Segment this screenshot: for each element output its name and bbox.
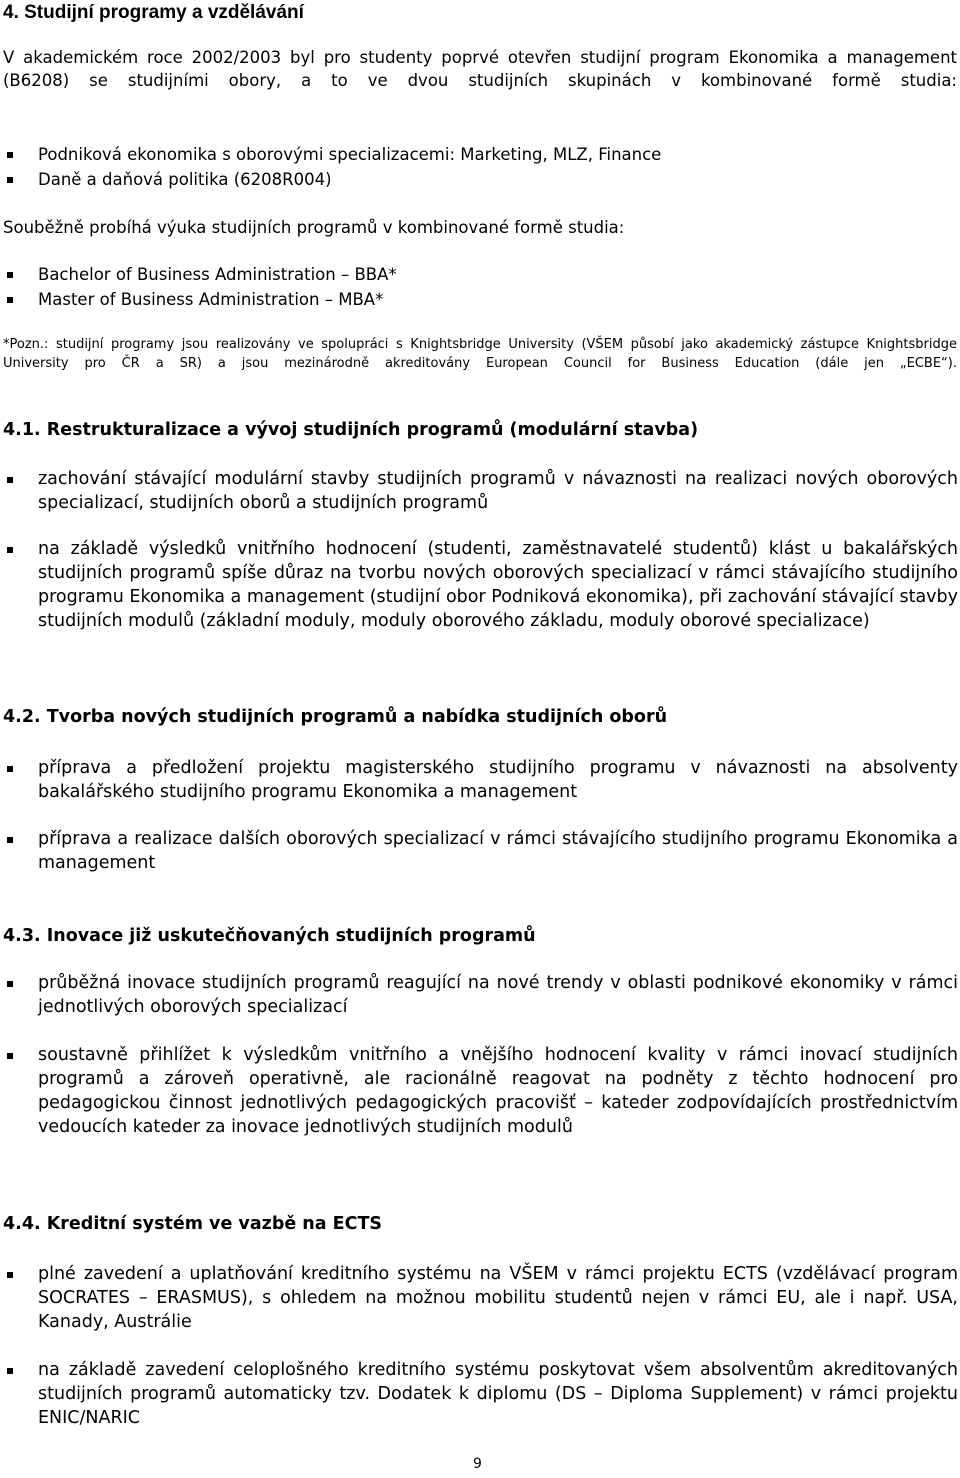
program-item: Podniková ekonomika s oborovými specializacemi: Marketing, MLZ, Finance xyxy=(38,145,662,164)
bullet-icon xyxy=(7,1272,13,1278)
bullet-icon xyxy=(7,766,13,772)
list-item: zachování stávající modulární stavby studijních programů v návaznosti na realizaci nových oborových specializací, studijních oborů a studijních programů xyxy=(38,469,958,513)
parallel-paragraph: Souběžně probíhá výuka studijních programů v kombinované formě studia: xyxy=(3,218,625,237)
bullet-icon xyxy=(7,1368,13,1374)
bullet-icon xyxy=(7,1053,13,1059)
section-heading: 4.2. Tvorba nových studijních programů a nabídka studijních oborů xyxy=(3,707,668,727)
list-item: příprava a realizace dalších oborových specializací v rámci stávajícího studijního programu Ekonomika a management xyxy=(38,829,958,873)
list-item: průběžná inovace studijních programů reagující na nové trendy v oblasti podnikové ekonomiky v rámci jednotlivých oborových specializací xyxy=(38,973,958,1017)
bullet-icon xyxy=(7,297,13,303)
bullet-icon xyxy=(7,477,13,483)
bullet-icon xyxy=(7,177,13,183)
footnote: *Pozn.: studijní programy jsou realizovány ve spolupráci s Knightsbridge University (VŠEM působí jako akademický zástupce Knightsbridge University pro ČR a SR) a jsou mezinárodně akreditovány European Council for Business Education (dále jen „ECBE“). xyxy=(3,337,957,371)
chapter-heading: 4. Studijní programy a vzdělávání xyxy=(3,2,304,23)
section-heading: 4.4. Kreditní systém ve vazbě na ECTS xyxy=(3,1214,383,1234)
program-item: Bachelor of Business Administration – BBA* xyxy=(38,265,397,284)
bullet-icon xyxy=(7,152,13,158)
bullet-icon xyxy=(7,981,13,987)
list-item: na základě výsledků vnitřního hodnocení (studenti, zaměstnavatelé studentů) klást u bakalářských studijních programů spíše důraz na tvorbu nových oborových specializací v rámci stávajícího studijního programu Ekonomika a management (studijní obor Podniková ekonomika), při zachování stávající stavby studijních modulů (základní moduly, moduly oborového základu, moduly oborové specializace) xyxy=(38,539,958,631)
section-heading: 4.1. Restrukturalizace a vývoj studijních programů (modulární stavba) xyxy=(3,420,699,440)
bullet-icon xyxy=(7,837,13,843)
list-item: na základě zavedení celoplošného kreditního systému poskytovat všem absolventům akreditovaných studijních programů automaticky tzv. Dodatek k diplomu (DS – Diploma Supplement) v rámci projektu ENIC/NARIC xyxy=(38,1360,958,1428)
list-item: soustavně přihlížet k výsledkům vnitřního a vnějšího hodnocení kvality v rámci inovací studijních programů a zároveň operativně, ale racionálně reagovat na podněty z těchto hodnocení pro pedagogickou činnost jednotlivých pedagogických pracovišť – kateder zodpovídajících prostřednictvím vedoucích kateder za inovace jednotlivých studijních modulů xyxy=(38,1045,958,1137)
bullet-icon xyxy=(7,547,13,553)
section-heading: 4.3. Inovace již uskutečňovaných studijních programů xyxy=(3,926,536,946)
intro-paragraph: V akademickém roce 2002/2003 byl pro studenty poprvé otevřen studijní program Ekonomika a management (B6208) se studijními obory, a to ve dvou studijních skupinách v kombinované formě studia: xyxy=(3,48,957,90)
list-item: příprava a předložení projektu magisterského studijního programu v návaznosti na absolventy bakalářského studijního programu Ekonomika a management xyxy=(38,758,958,802)
program-item: Daně a daňová politika (6208R004) xyxy=(38,170,332,189)
bullet-icon xyxy=(7,272,13,278)
list-item: plné zavedení a uplatňování kreditního systému na VŠEM v rámci projektu ECTS (vzdělávací program SOCRATES – ERASMUS), s ohledem na možnou mobilitu studentů nejen v rámci EU, ale i např. USA, Kanady, Austrálie xyxy=(38,1264,958,1332)
page-number: 9 xyxy=(473,1456,482,1472)
program-item: Master of Business Administration – MBA* xyxy=(38,290,384,309)
